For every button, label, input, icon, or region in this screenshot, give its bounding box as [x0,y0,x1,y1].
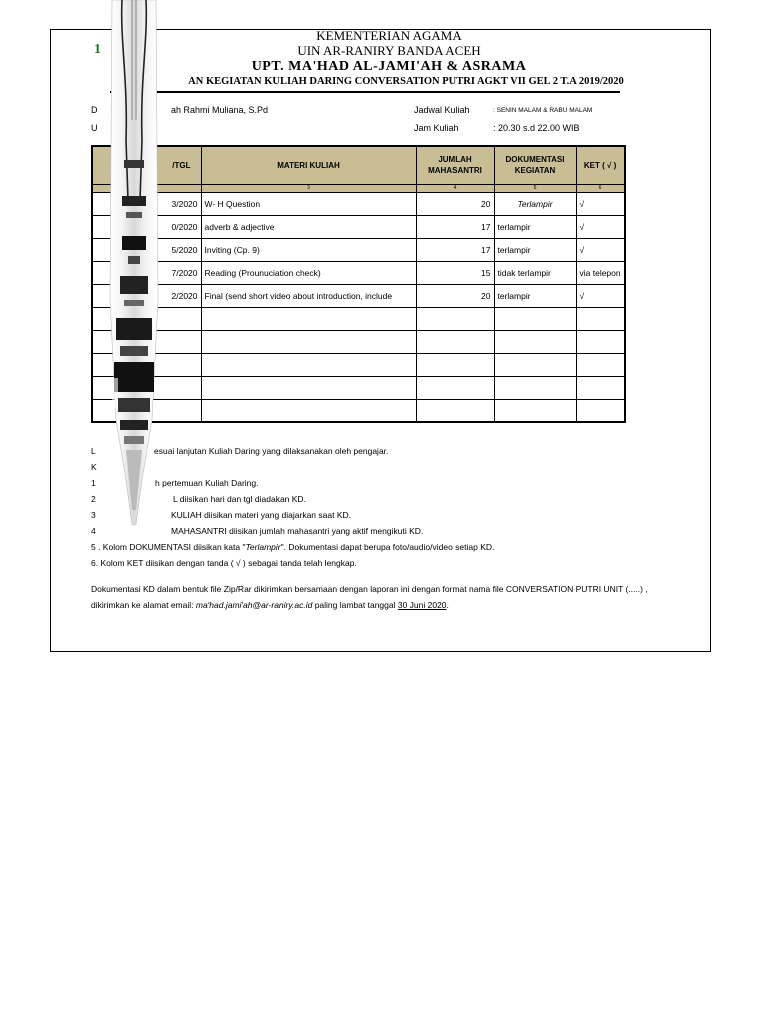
jam-value: : 20.30 s.d 22.00 WIB [493,123,580,133]
row-date: 0/2020 [92,215,201,238]
index-cell: 5 [494,184,576,192]
row-jumlah: 20 [416,192,494,215]
row-ket: √ [576,215,625,238]
row-ket [576,353,625,376]
jam-label: Jam Kuliah [414,123,459,133]
info-left-prefix-1: D [91,105,98,115]
row-date: 5/2020 [92,238,201,261]
row-jumlah [416,399,494,422]
row-jumlah: 15 [416,261,494,284]
row-jumlah [416,353,494,376]
header-materi: MATERI KULIAH [201,146,416,184]
table-row [92,376,625,399]
row-materi: Inviting (Cp. 9) [201,238,416,261]
row-jumlah: 20 [416,284,494,307]
note-2: 2 L diisikan hari dan tgl diadakan KD. [91,494,306,504]
row-dokumentasi [494,330,576,353]
table-row [92,238,625,261]
row-materi: Final (send short video about introduction, include [201,284,416,307]
header-ket: KET ( √ ) [576,146,625,184]
pen-image [98,0,170,530]
index-cell: 4 [416,184,494,192]
row-ket [576,399,625,422]
ministry-title: KEMENTERIAN AGAMA [316,28,462,43]
deadline-date: 30 Juni 2020 [397,600,447,610]
info-left-prefix-2: U [91,123,98,133]
row-materi: adverb & adjective [201,215,416,238]
row-date: 7/2020 [92,261,201,284]
row-dokumentasi: terlampir [494,238,576,261]
unit-title: UPT. MA'HAD AL-JAMI'AH & ASRAMA [251,59,527,74]
row-dokumentasi [494,307,576,330]
header-rule [110,91,620,93]
row-materi [201,353,416,376]
row-ket: √ [576,284,625,307]
row-dokumentasi [494,399,576,422]
table-row [92,399,625,422]
header-dokumentasi: DOKUMENTASI KEGIATAN [494,146,576,184]
note-1: 1 h pertemuan Kuliah Daring. [91,478,259,488]
header-tgl: /TGL [92,146,201,184]
note-paragraph-2: dikirimkan ke alamat email: ma'had.jami'ah@ar-raniry.ac.id paling lambat tanggal 30 Juni 2020. [91,600,449,610]
table-row [92,307,625,330]
row-materi [201,399,416,422]
index-cell: 6 [576,184,625,192]
note-6: 6. Kolom KET diisikan dengan tanda ( √ ) sebagai tanda telah lengkap. [91,558,357,568]
table-row [92,284,625,307]
row-jumlah [416,307,494,330]
note-4: 4 MAHASANTRI diisikan jumlah mahasantri yang aktif mengikuti KD. [91,526,424,536]
row-ket [576,330,625,353]
university-title: UIN AR-RANIRY BANDA ACEH [297,43,481,58]
row-jumlah [416,376,494,399]
index-cell: 3 [201,184,416,192]
row-date: 3/2020 [92,192,201,215]
row-dokumentasi: Terlampir [494,192,576,215]
row-ket [576,376,625,399]
table-row [92,330,625,353]
row-jumlah: 17 [416,238,494,261]
row-materi: W- H Question [201,192,416,215]
row-ket [576,307,625,330]
row-materi [201,376,416,399]
row-ket: via telepon [576,261,625,284]
row-dokumentasi: terlampir [494,284,576,307]
note-k: K [91,462,97,472]
row-materi: Reading (Prounuciation check) [201,261,416,284]
report-title: AN KEGIATAN KULIAH DARING CONVERSATION PUTRI AGKT VII GEL 2 T.A 2019/2020 [188,76,624,87]
table-row [92,192,625,215]
lecture-table [91,145,626,423]
header-jumlah: JUMLAH MAHASANTRI [416,146,494,184]
note-5: 5 . Kolom DOKUMENTASI diisikan kata "Terlampir". Dokumentasi dapat berupa foto/audio/video setiap KD. [91,542,495,552]
logo-fragment: 1 [94,42,101,57]
note-paragraph-1: Dokumentasi KD dalam bentuk file Zip/Rar dikirimkan bersamaan dengan laporan ini dengan format nama file CONVERSATION PUTRI UNIT (.....) , [91,584,648,594]
lecturer-name: ah Rahmi Muliana, S.Pd [171,105,269,115]
note-3: 3 KULIAH diisikan materi yang diajarkan saat KD. [91,510,351,520]
row-dokumentasi [494,353,576,376]
row-materi [201,307,416,330]
jadwal-value: : SENIN MALAM & RABU MALAM [493,107,593,114]
row-ket: √ [576,192,625,215]
row-jumlah [416,330,494,353]
row-jumlah: 17 [416,215,494,238]
row-date: 2/2020 [92,284,201,307]
table-row [92,215,625,238]
row-dokumentasi: tidak terlampir [494,261,576,284]
row-materi [201,330,416,353]
jadwal-label: Jadwal Kuliah [414,105,470,115]
row-ket: √ [576,238,625,261]
email-address: ma'had.jami'ah@ar-raniry.ac.id [195,600,313,610]
note-intro: L esuai lanjutan Kuliah Daring yang dilaksanakan oleh pengajar. [91,446,389,456]
row-dokumentasi: terlampir [494,215,576,238]
table-row [92,353,625,376]
row-dokumentasi [494,376,576,399]
table-row [92,261,625,284]
